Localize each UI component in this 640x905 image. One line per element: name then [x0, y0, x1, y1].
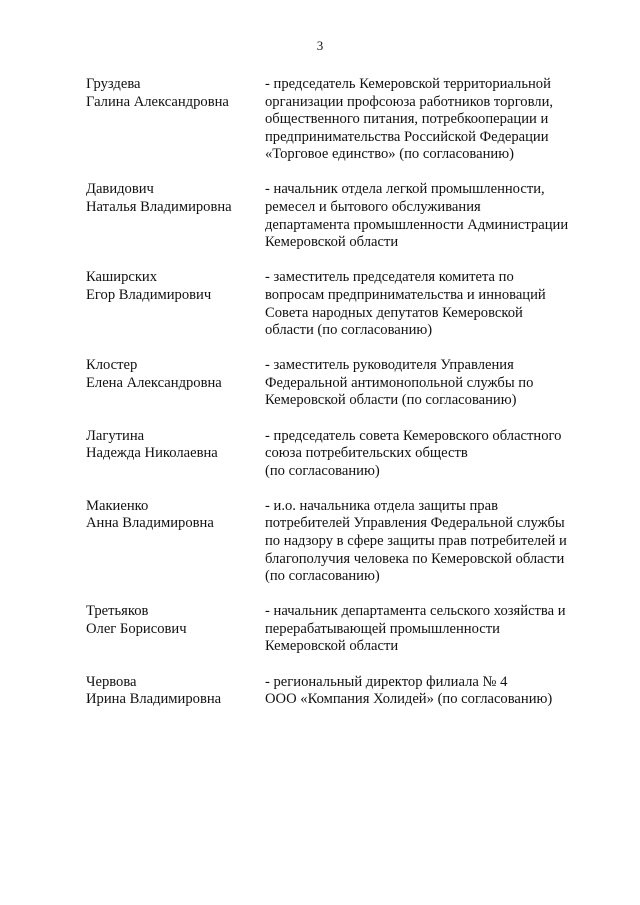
- member-name: [86, 428, 265, 463]
- position-line: - председатель совета Кемеровского областного: [265, 427, 562, 444]
- member-given-names: Елена Александровна: [86, 374, 222, 391]
- position-line: департамента промышленности Администрации: [265, 216, 569, 233]
- position-line: Совета народных депутатов Кемеровской: [265, 304, 523, 321]
- page-number: 3: [316, 38, 324, 53]
- member-position: [265, 181, 596, 251]
- position-line: вопросам предпринимательства и инноваций: [265, 286, 546, 303]
- member-name: [86, 357, 265, 392]
- position-line: (по согласованию): [265, 568, 380, 585]
- position-line: - начальник департамента сельского хозяйства и: [265, 603, 566, 620]
- position-line: ООО «Компания Холидей» (по согласованию): [265, 691, 553, 708]
- member-list: [86, 76, 596, 726]
- position-line: Кемеровской области: [265, 234, 399, 251]
- member-name: [86, 674, 265, 709]
- member-entry: [86, 76, 596, 164]
- member-surname: Давидович: [86, 181, 154, 198]
- position-line: - региональный директор филиала № 4: [265, 673, 508, 690]
- position-line: организации профсоюза работников торговли,: [265, 93, 554, 110]
- member-surname: Лагутина: [86, 427, 145, 444]
- position-line: - председатель Кемеровской территориальной: [265, 76, 551, 92]
- member-surname: Каширских: [86, 269, 158, 286]
- position-line: ремесел и бытового обслуживания: [265, 199, 481, 216]
- position-line: (по согласованию): [265, 462, 380, 479]
- position-line: общественного питания, потребкооперации и: [265, 111, 549, 128]
- position-line: «Торговое единство» (по согласованию): [265, 146, 514, 163]
- position-line: Кемеровской области (по согласованию): [265, 392, 517, 409]
- position-line: Федеральной антимонопольной службы по: [265, 374, 534, 391]
- position-line: предпринимательства Российской Федерации: [265, 128, 549, 145]
- member-name: [86, 269, 265, 304]
- member-surname: Груздева: [86, 76, 141, 92]
- position-line: - и.о. начальника отдела защиты прав: [265, 497, 498, 514]
- member-name: [86, 498, 265, 533]
- member-given-names: Егор Владимирович: [86, 286, 212, 303]
- position-line: благополучия человека по Кемеровской области: [265, 550, 565, 567]
- position-line: области (по согласованию): [265, 322, 433, 339]
- position-line: по надзору в сфере защиты прав потребителей и: [265, 532, 567, 549]
- member-entry: [86, 269, 596, 339]
- member-entry: [86, 674, 596, 709]
- member-given-names: Наталья Владимировна: [86, 199, 232, 216]
- position-line: Кемеровской области: [265, 638, 399, 655]
- position-line: союза потребительских обществ: [265, 445, 468, 462]
- member-position: [265, 269, 596, 339]
- member-surname: Третьяков: [86, 603, 149, 620]
- member-position: [265, 428, 596, 481]
- member-surname: Макиенко: [86, 497, 149, 514]
- member-entry: [86, 498, 596, 586]
- member-entry: [86, 428, 596, 481]
- member-given-names: Галина Александровна: [86, 93, 229, 110]
- member-given-names: Олег Борисович: [86, 620, 187, 637]
- member-name: [86, 603, 265, 638]
- member-given-names: Ирина Владимировна: [86, 691, 222, 708]
- member-surname: Червова: [86, 673, 137, 690]
- position-line: перерабатывающей промышленности: [265, 620, 500, 637]
- member-position: [265, 674, 596, 709]
- member-entry: [86, 181, 596, 251]
- member-position: [265, 498, 596, 586]
- position-line: потребителей Управления Федеральной службы: [265, 515, 565, 532]
- member-given-names: Надежда Николаевна: [86, 445, 218, 462]
- position-line: - начальник отдела легкой промышленности,: [265, 181, 545, 198]
- member-surname: Клостер: [86, 357, 138, 374]
- position-line: - заместитель руководителя Управления: [265, 357, 514, 374]
- member-name: [86, 76, 265, 111]
- member-name: [86, 181, 265, 216]
- member-entry: [86, 603, 596, 656]
- member-position: [265, 357, 596, 410]
- member-given-names: Анна Владимировна: [86, 515, 214, 532]
- member-position: [265, 603, 596, 656]
- member-position: [265, 76, 596, 164]
- position-line: - заместитель председателя комитета по: [265, 269, 514, 286]
- member-entry: [86, 357, 596, 410]
